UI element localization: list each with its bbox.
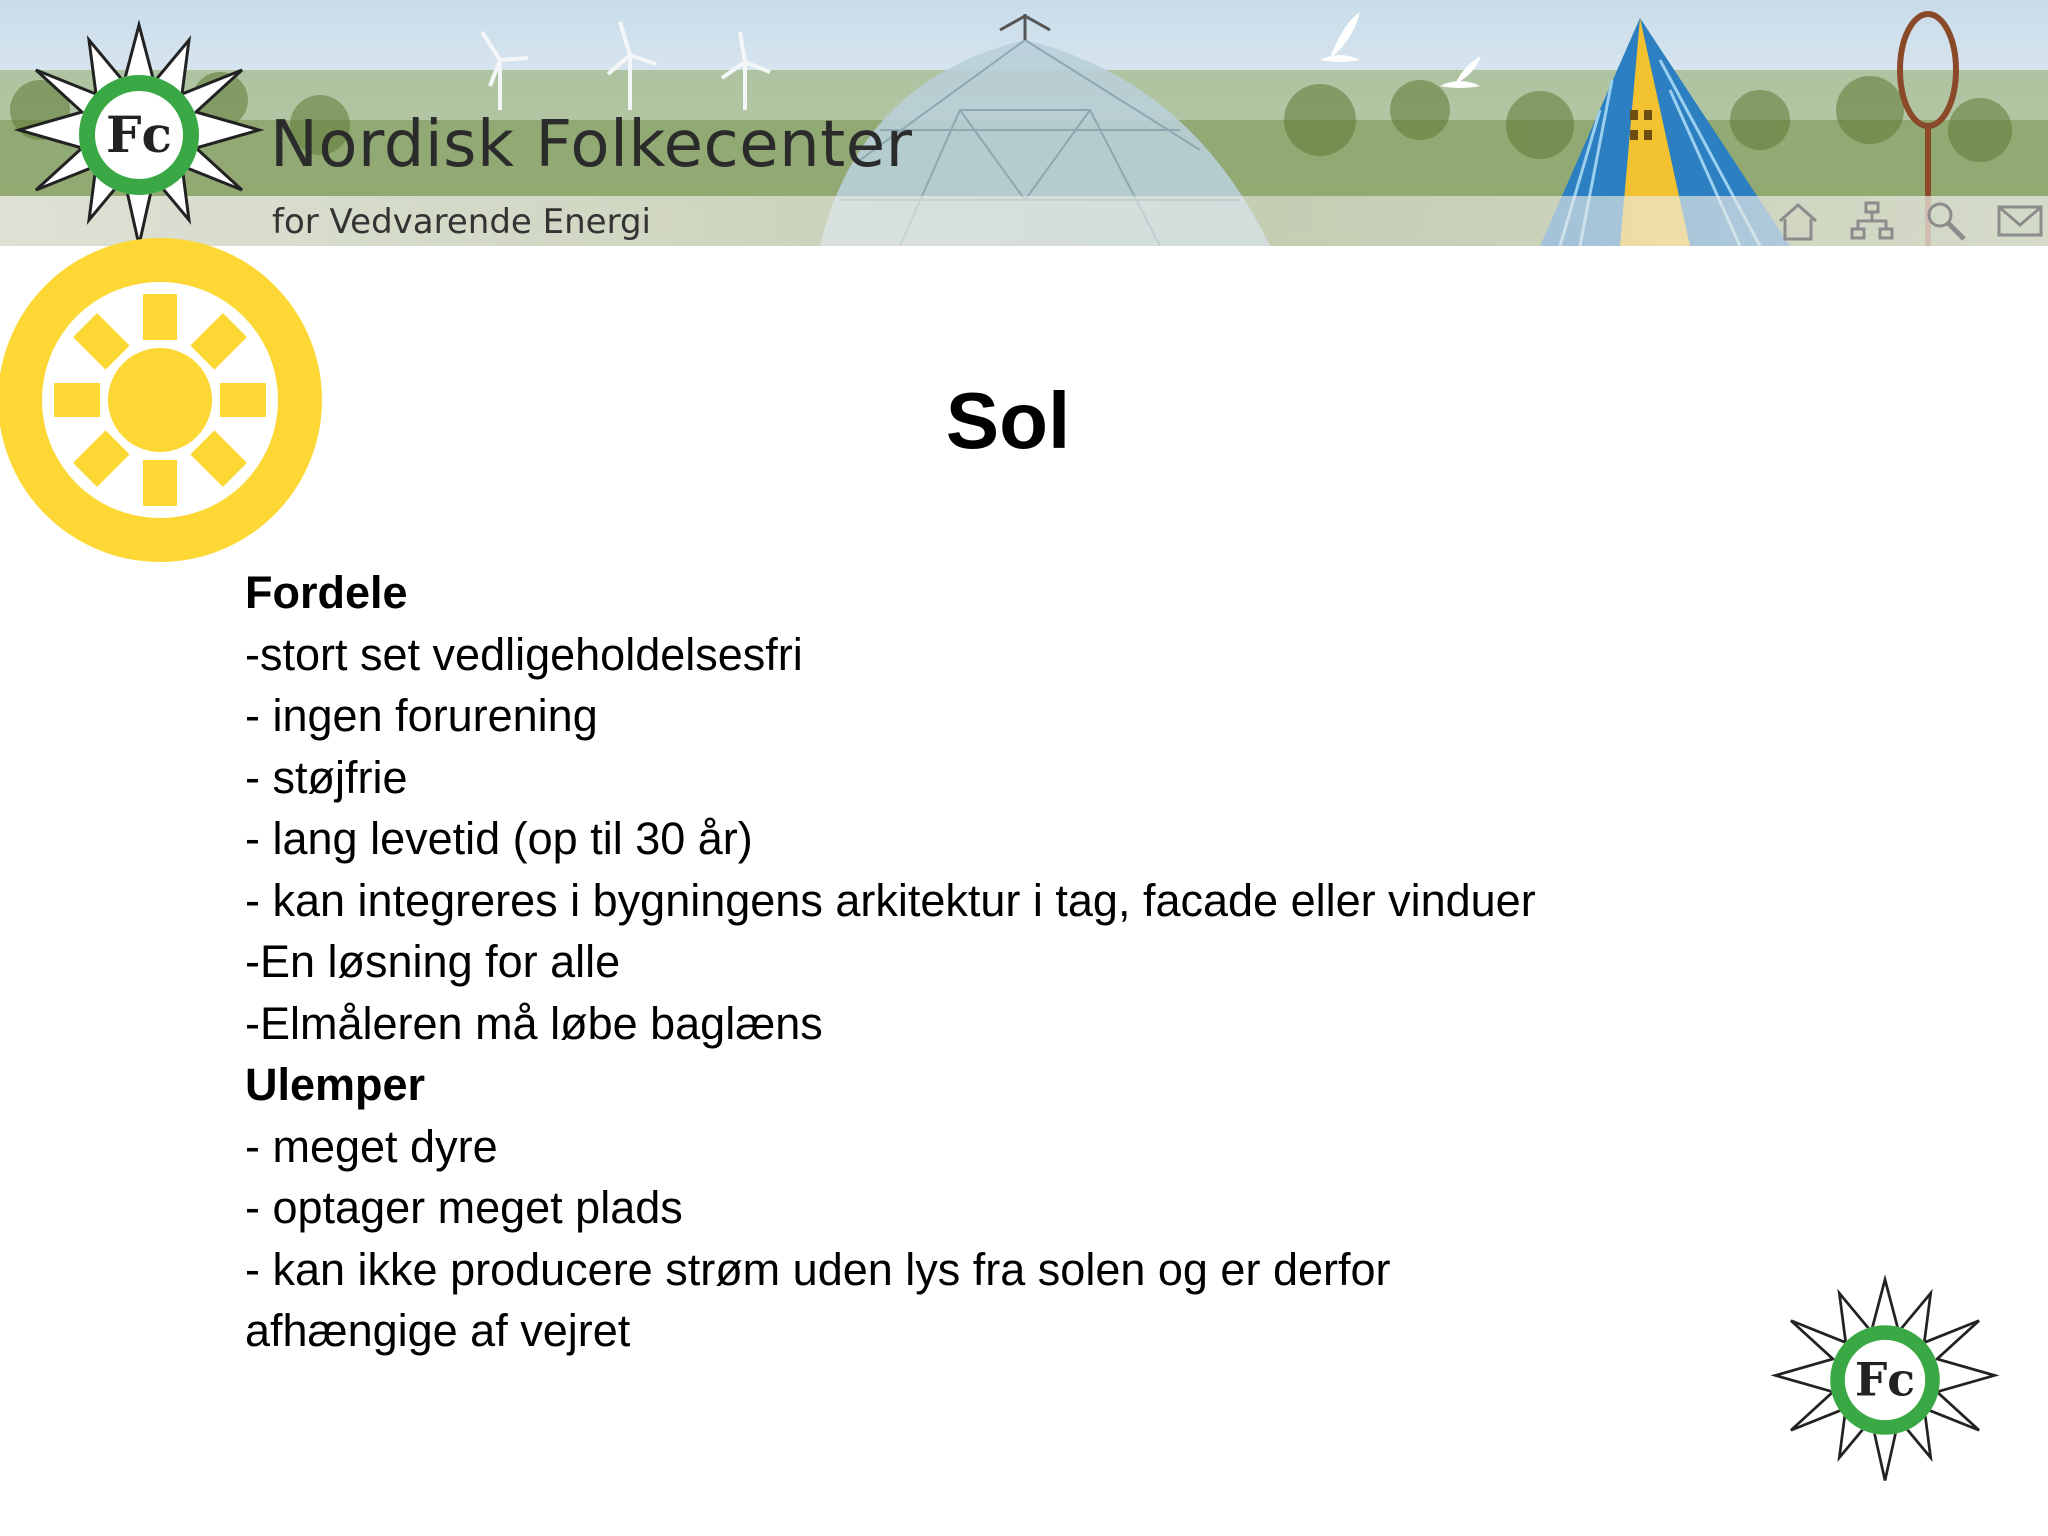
slide-title: Sol: [945, 376, 1071, 465]
mail-icon[interactable]: [1996, 199, 2044, 243]
disadvantage-item: - kan ikke producere strøm uden lys fra solen og er derfor afhængige af vejret: [245, 1243, 1391, 1356]
logo-text: Fc: [1854, 1352, 1916, 1407]
search-icon[interactable]: [1922, 199, 1970, 243]
advantage-item: - lang levetid (op til 30 år): [245, 813, 753, 864]
disadvantage-item: - meget dyre: [245, 1120, 498, 1172]
advantage-item: -stort set vedligeholdelsesfri: [245, 628, 803, 680]
logo-text: Fc: [106, 105, 172, 164]
slide-body: [245, 562, 1765, 1362]
nav-icon-bar: [1774, 198, 2048, 244]
folkecenter-logo[interactable]: [14, 20, 264, 246]
home-icon[interactable]: [1774, 199, 1822, 243]
advantage-item: - kan integreres i bygningens arkitektur i tag, facade eller vinduer: [245, 874, 1536, 926]
advantage-item: - ingen forurening: [245, 690, 598, 741]
sitemap-icon[interactable]: [1848, 199, 1896, 243]
advantage-item: - støjfrie: [245, 751, 408, 803]
advantage-item: -En løsning for alle: [245, 936, 621, 987]
advantages-heading: Fordele: [245, 567, 408, 618]
folkecenter-logo-small: [1770, 1275, 2000, 1485]
disadvantage-item: - optager meget plads: [245, 1182, 683, 1233]
organization-subtitle: for Vedvarende Energi: [272, 202, 651, 242]
header-banner: [0, 0, 2048, 246]
disadvantages-heading: Ulemper: [245, 1059, 426, 1110]
advantage-item: -Elmåleren må løbe baglæns: [245, 997, 823, 1049]
organization-title: Nordisk Folkecenter: [270, 108, 913, 182]
